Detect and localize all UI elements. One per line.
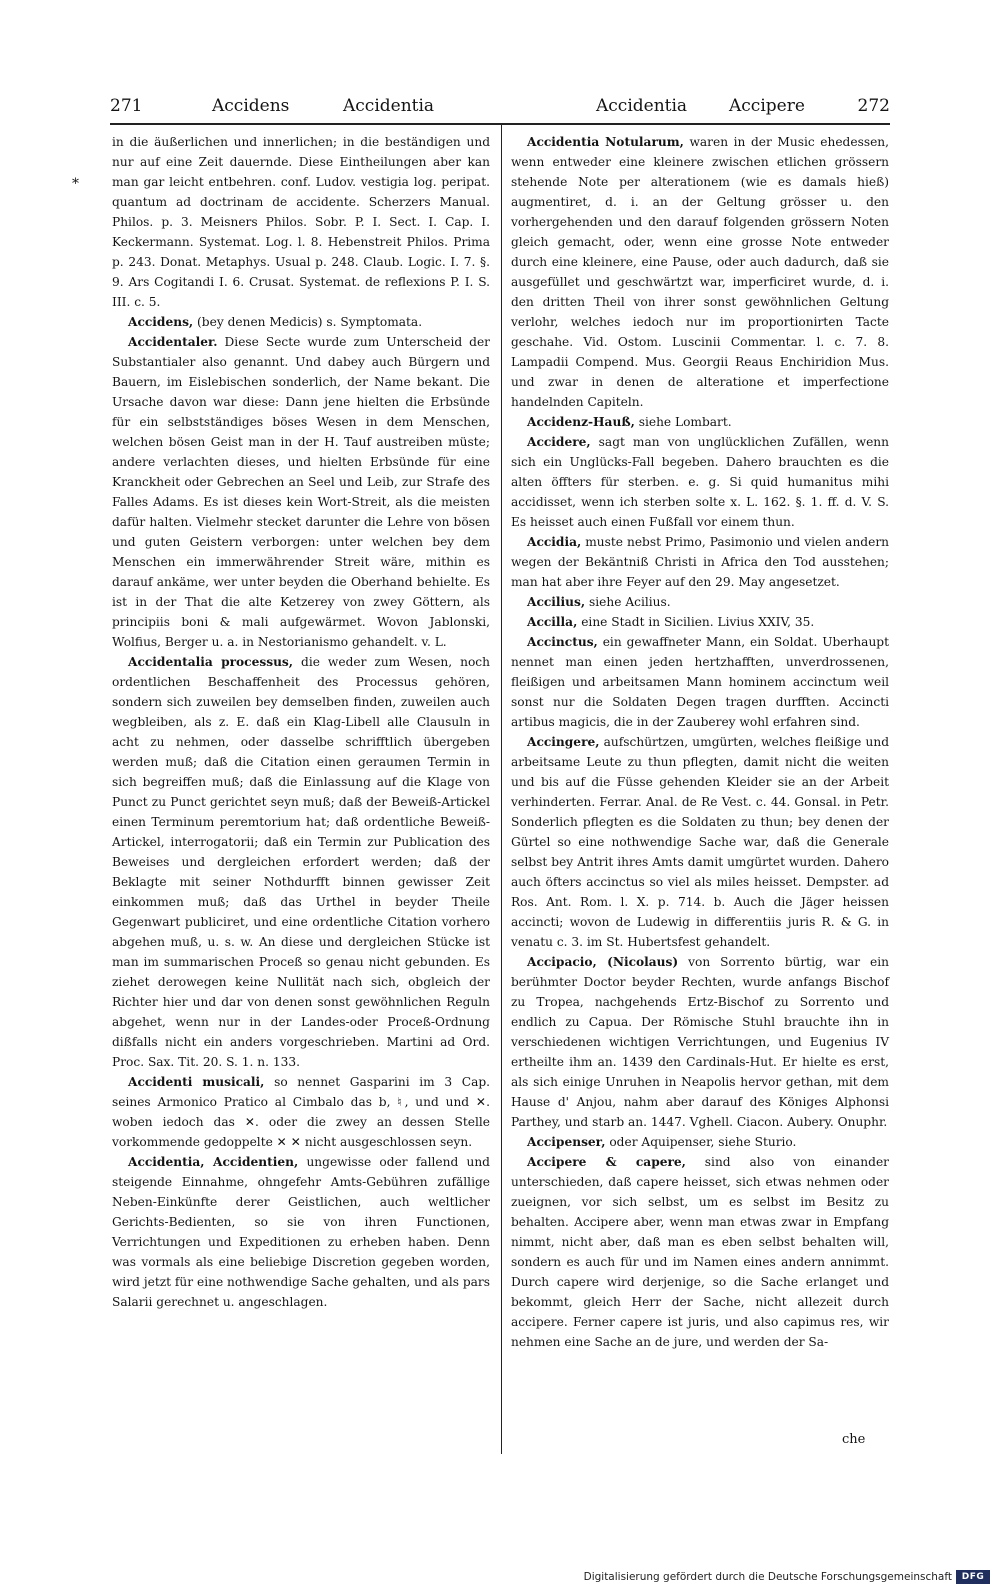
- entry-lemma: Accidentia Notularum,: [527, 135, 684, 149]
- lexicon-entry: [112, 1072, 490, 1152]
- lexicon-entry: [511, 952, 889, 1132]
- entry-lemma: Accilius,: [527, 595, 586, 609]
- column-divider: [501, 124, 502, 1454]
- margin-mark: *: [72, 176, 79, 192]
- entry-lemma: Accidenz-Hauß,: [527, 415, 635, 429]
- lexicon-entry: [511, 132, 889, 412]
- header-keyword-4: Accipere: [729, 96, 805, 116]
- entry-text: in die äußerlichen und innerlichen; in die beständigen und nur auf eine Zeit dauernde. Diese Eintheilungen aber kan man gar leicht entbehren. conf. Ludov. vestigia log. peripat. quantum ad doctrinam de accidente. Scherzers Manual. Philos. p. 3. Meisners Philos. Sobr. P. I. Sect. I. Cap. I. Keckermann. Systemat. Log. l. 8. Hebenstreit Philos. Prima p. 243. Donat. Metaphys. Usual p. 248. Claub. Logic. I. 7. §. 9. Ars Cogitandi I. 6. Crusat. Systemat. de reflexions P. I. S. III. c. 5.: [112, 135, 490, 309]
- footer-text: Digitalisierung gefördert durch die Deutsche Forschungsgemeinschaft: [583, 1571, 952, 1583]
- page-number-right: 272: [857, 96, 890, 116]
- entry-text: ein gewaffneter Mann, ein Soldat. Uberhaupt nennet man einen jeden hertzhafften, unverdrossenen, fleißigen und arbeitsamen Mann hominem accinctum weil sonst nur die Soldaten Degen tragen durfften. Accincti artibus magicis, die in der Zauberey wohl erfahren sind.: [511, 635, 889, 729]
- lexicon-entry: [112, 132, 490, 312]
- entry-lemma: Accidenti musicali,: [128, 1075, 265, 1089]
- entry-lemma: Accingere,: [527, 735, 600, 749]
- entry-text: Diese Secte wurde zum Unterscheid der Substantialer also genannt. Und dabey auch Bürgern und Bauern, im Eislebischen sonderlich, der Name bekant. Die Ursache davon war diese: Dann jene hielten die Erbsünde für ein selbstständiges böses Wesen in dem Menschen, welchen bösen Geist man in der H. Tauf austreiben müste; andere verlachten dieses, und hielten Erbsünde für eine Kranckheit oder Gebrechen an Seel und Leib, zur Strafe des Falles Adams. Es ist dieses kein Wort-Streit, als die meisten dafür halten. Vielmehr stecket darunter die Lehre von bösen und guten Geistern verborgen: unter welchen bey dem Menschen ein immerwährender Streit wäre, mithin es darauf ankäme, wer unter beyden die Oberhand behielte. Es ist in der That die alte Ketzerey von zwey Göttern, als principiis boni & mali aufgewärmet. Wovon Jablonski, Wolfius, Berger u. a. in Nestorianismo gehandelt. v. L.: [112, 335, 491, 649]
- entry-text: aufschürtzen, umgürten, welches fleißige und arbeitsame Leute zu thun pflegten, damit nicht die weiten und bis auf die Füsse gehenden Kleider sie an der Arbeit verhinderten. Ferrar. Anal. de Re Vest. c. 44. Gonsal. in Petr. Sonderlich pflegten es die Soldaten zu thun; bey denen der Gürtel so eine nothwendige Sache war, daß die Generale selbst bey Antrit ihres Amts damit umgürtet wurden. Dahero auch öfters accinctus so viel als miles heisset. Dempster. ad Ros. Ant. Rom. l. X. p. 714. b. Auch die Jäger heissen accincti; wovon de Ludewig in differentiis juris R. & G. in venatu c. 3. im St. Hubertsfest gehandelt.: [511, 735, 889, 949]
- header-keyword-3: Accidentia: [596, 96, 688, 116]
- entry-text: die weder zum Wesen, noch ordentlichen Beschaffenheit des Processus gehören, sondern sich zuweilen bey demselben finden, zuweilen auch wegbleiben, als z. E. daß ein Klag-Libell alle Clausuln in acht zu nehmen, oder dasselbe schrifftlich übergeben werden muß; daß die Citation einen geraumen Termin in sich begreiffen muß; daß die Einlassung auf die Klage von Punct zu Punct gerichtet seyn muß; daß der Beweiß-Artickel einen Terminum peremtorium hat; daß ordentliche Beweiß-Artickel, interrogatorii; daß ein Termin zur Publication des Beweises und dergleichen erfordert werden; daß der Beklagte mit seiner Nothdurfft binnen gewisser Zeit einkommen muß; daß das Urthel in beyder Theile Gegenwart publiciret, und eine ordentliche Citation vorhero abgehen muß, u. s. w. An diese und dergleichen Stücke ist man im summarischen Proceß so genau nicht gebunden. Es ziehet derowegen keine Nullität nach sich, obgleich der Richter hier und dar von denen sonst gewöhnlichen Reguln abgehet, wenn nur in der Landes-oder Proceß-Ordnung dißfalls nicht ein anders vorgeschrieben. Martini ad Ord. Proc. Sax. Tit. 20. S. 1. n. 133.: [112, 655, 490, 1069]
- lexicon-entry: [112, 332, 490, 652]
- lexicon-entry: [112, 1152, 490, 1312]
- entry-text: sagt man von unglücklichen Zufällen, wenn sich ein Unglücks-Fall begeben. Dahero brauchten es die alten öffters für sterben. e. g. Si quid humanitus mihi accidisset, wenn ich sterben solte x. L. 162. §. 1. ff. d. V. S. Es heisset auch einen Fußfall vor einem thun.: [511, 435, 889, 529]
- entry-lemma: Accinctus,: [527, 635, 598, 649]
- entry-lemma: Accipenser,: [527, 1135, 606, 1149]
- lexicon-entry: [511, 612, 889, 632]
- entry-lemma: Accidentaler.: [128, 335, 218, 349]
- entry-text: eine Stadt in Sicilien. Livius XXIV, 35.: [581, 615, 815, 629]
- entry-lemma: Accipere & capere,: [527, 1155, 686, 1169]
- entry-lemma: Accidere,: [527, 435, 591, 449]
- entry-text: (bey denen Medicis) s. Symptomata.: [197, 315, 423, 329]
- lexicon-entry: [511, 432, 889, 532]
- page-number-left: 271: [110, 96, 143, 116]
- entry-text: waren in der Music ehedessen, wenn entweder eine kleinere zwischen etlichen grössern stehende Note per alterationem (wie es damals hieß) augmentiret, d. i. an der Geltung grösser u. den vorhergehenden und den darauf folgenden grössern Noten gleich gemacht, oder, wenn eine grosse Note entweder durch eine kleinere, eine Pause, oder auch dadurch, daß sie ausgefüllet und geschwärtzt war, imperficiret wurde, d. i. den dritten Theil von ihrer sonst gewöhnlichen Geltung verlohr, welches iedoch nur im proportionirten Tacte geschahe. Vid. Ostom. Luscinii Commentar. l. c. 7. 8. Lampadii Compend. Mus. Georgii Reaus Enchiridion Mus. und zwar in denen de alteratione et imperfectione handelnden Capiteln.: [511, 135, 890, 409]
- entry-text: muste nebst Primo, Pasimonio und vielen andern wegen der Bekäntniß Christi in Africa den Tod ausstehen; man hat aber ihre Feyer auf den 29. May angesetzet.: [511, 535, 889, 589]
- entry-lemma: Accipacio, (Nicolaus): [527, 955, 679, 969]
- lexicon-entry: [511, 592, 889, 612]
- entry-text: oder Aquipenser, siehe Sturio.: [609, 1135, 797, 1149]
- entry-text: siehe Acilius.: [589, 595, 671, 609]
- entry-lemma: Accidentia, Accidentien,: [128, 1155, 299, 1169]
- lexicon-entry: [112, 652, 490, 1072]
- lexicon-entry: [112, 312, 490, 332]
- entry-text: siehe Lombart.: [638, 415, 732, 429]
- right-column: [511, 132, 889, 1352]
- header-keyword-1: Accidens: [212, 96, 290, 116]
- entry-text: von Sorrento bürtig, war ein berühmter Doctor beyder Rechten, wurde anfangs Bischof zu Tropea, nachgehends Ertz-Bischof zu Sorrento und endlich zu Capua. Der Römische Stuhl brauchte ihn in verschiedenen wichtigen Verrichtungen, und Eugenius IV ertheilte ihm an. 1439 den Cardinals-Hut. Er hielte es erst, als sich einige Unruhen in Neapolis hervor gethan, mit dem Hause d' Anjou, nahm aber darauf des Königes Alphonsi Parthey, und starb an. 1447. Vghell. Ciacon. Aubery. Onuphr.: [511, 955, 890, 1129]
- lexicon-entry: [511, 412, 889, 432]
- header-rule: [110, 123, 890, 125]
- entry-text: sind also von einander unterschieden, daß capere heisset, sich etwas nehmen oder zueignen, vor sich selbst, um es selbst im Besitz zu behalten. Accipere aber, wenn man etwas zwar in Empfang nimmt, nicht aber, daß man es eben selbst behalten will, sondern es auch für und im Namen eines andern annimmt. Durch capere wird derjenige, so die Sache erlanget und bekommt, gleich Herr der Sache, nicht allezeit durch accipere. Ferner capere ist juris, und also capimus res, wir nehmen eine Sache an de jure, und werden der Sa-: [511, 1155, 889, 1349]
- catchword: che: [842, 1432, 866, 1447]
- header-keyword-2: Accidentia: [343, 96, 435, 116]
- entry-text: so nennet Gasparini im 3 Cap. seines Armonico Pratico al Cimbalo das b, ♮, und und ✕. woben iedoch das ✕. oder die zwey an dessen Stelle vorkommende gedoppelte ✕ ✕ nicht ausgeschlossen seyn.: [112, 1075, 491, 1149]
- lexicon-entry: [511, 532, 889, 592]
- lexicon-entry: [511, 1152, 889, 1352]
- lexicon-entry: [511, 1132, 889, 1152]
- entry-lemma: Accidia,: [527, 535, 582, 549]
- entry-lemma: Accilla,: [527, 615, 578, 629]
- entry-lemma: Accidentalia processus,: [128, 655, 294, 669]
- footer-credit: [584, 1569, 990, 1585]
- dfg-logo: DFG: [956, 1570, 990, 1584]
- left-column: [112, 132, 490, 1312]
- lexicon-entry: [511, 732, 889, 952]
- entry-lemma: Accidens,: [128, 315, 194, 329]
- running-header: [110, 96, 890, 122]
- lexicon-entry: [511, 632, 889, 732]
- entry-text: ungewisse oder fallend und steigende Einnahme, ohngefehr Amts-Gebühren zufällige Neben-Einkünfte derer Geistlichen, auch weltlicher Gerichts-Bedienten, so sie von ihren Functionen, Verrichtungen und Expeditionen zu erheben haben. Denn was vormals als eine beliebige Discretion gegeben worden, wird jetzt für eine nothwendige Sache gehalten, und als pars Salarii gerechnet u. angeschlagen.: [112, 1155, 490, 1309]
